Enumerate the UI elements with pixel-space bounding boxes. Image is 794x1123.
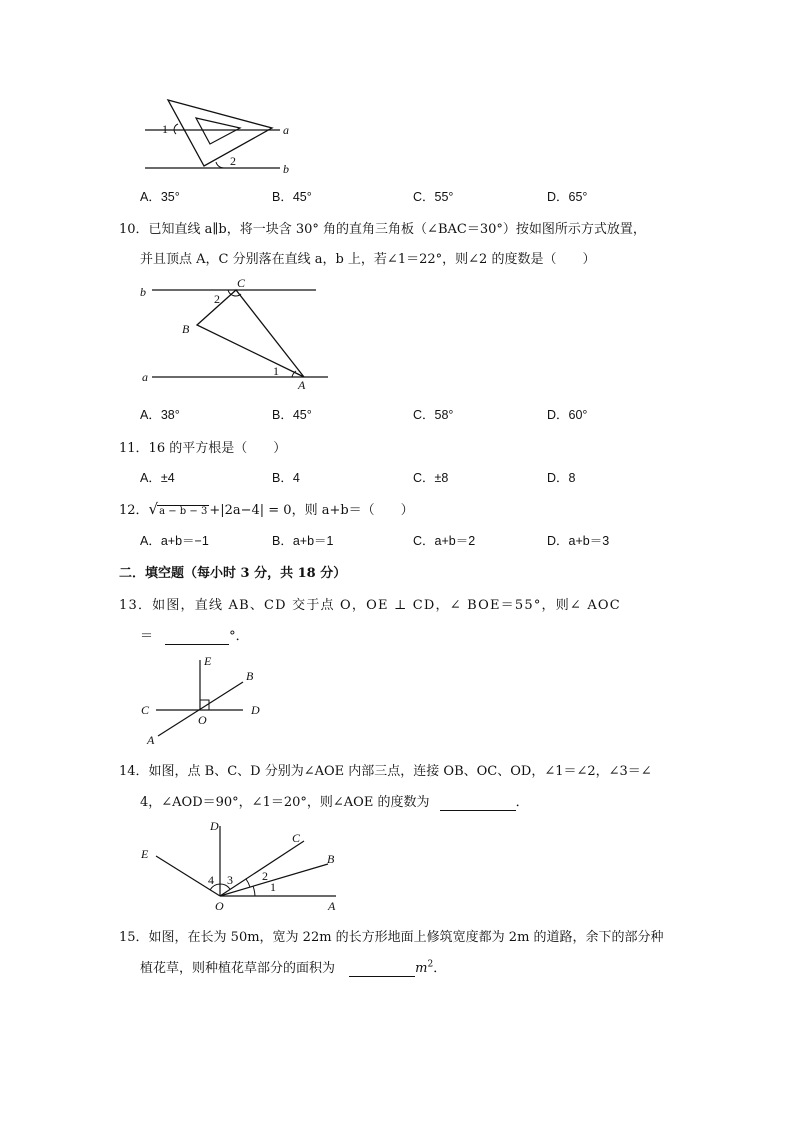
q10-angle1-label: 1 — [273, 364, 279, 378]
q10-option-d: D．60° — [547, 408, 588, 422]
q12-option-b: B．a+b＝1 — [272, 534, 334, 548]
q9-line-a-label: a — [283, 123, 289, 137]
q10-line2: 并且顶点 A，C 分别落在直线 a，b 上，若∠1＝22°，则∠2 的度数是（ ） — [140, 252, 596, 267]
q14-line2 — [140, 791, 529, 811]
q11-text: 11．16 的平方根是（ ） — [119, 441, 287, 456]
q10-A-label: A — [298, 378, 306, 392]
q14-line2-suffix: ． — [515, 795, 529, 810]
q12-text — [119, 499, 414, 518]
q13-answer-blank[interactable] — [165, 629, 229, 645]
q9-angle1-label: 1 — [162, 122, 168, 136]
q14-E-label: E — [141, 847, 149, 861]
q15-line1: 15．如图，在长为 50m，宽为 22m 的长方形地面上修筑宽度都为 2m 的道路，余下的部分种 — [119, 930, 664, 945]
q12-rest: +|2a−4| = 0，则 a+b＝（ ） — [209, 503, 414, 518]
q11-option-a: A．±4 — [140, 471, 175, 485]
q15-line2-prefix: 植花草，则种植花草部分的面积为 — [140, 961, 336, 976]
q10-option-a: A．38° — [140, 408, 180, 422]
section2-title: 二．填空题（每小时 3 分，共 18 分） — [119, 566, 347, 581]
q14-D-label: D — [210, 819, 219, 833]
q10-angle2-label: 2 — [214, 292, 220, 306]
sqrt-sign-icon: √ — [148, 500, 159, 518]
q13-line1: 13．如图，直线 AB、CD 交于点 O，OE ⊥ CD，∠ BOE＝55°，则∠ AOC — [119, 598, 621, 613]
q12-option-a: A．a+b＝−1 — [140, 534, 209, 548]
q15-line2 — [140, 957, 446, 977]
q9-angle2-label: 2 — [230, 154, 236, 168]
q10-option-b: B．45° — [272, 408, 312, 422]
q15-answer-blank[interactable] — [349, 961, 415, 977]
q14-figure — [138, 818, 348, 913]
q14-C-label: C — [292, 831, 301, 845]
q10-C-label: C — [237, 276, 246, 290]
q14-angle2-label: 2 — [262, 869, 268, 883]
q11-option-b: B．4 — [272, 471, 300, 485]
q13-line2-prefix: ＝ — [140, 629, 154, 644]
q13-O-label: O — [198, 713, 207, 727]
q9-figure — [140, 98, 300, 178]
q13-E-label: E — [204, 654, 212, 668]
q10-figure — [140, 276, 340, 392]
q14-A-label: A — [328, 899, 336, 913]
q15-unit: m — [415, 961, 428, 976]
q13-A-label: A — [147, 733, 155, 747]
q10-B-label: B — [182, 322, 190, 336]
q9-option-b: B．45° — [272, 190, 312, 204]
q14-B-label: B — [327, 852, 335, 866]
q12-radicand: a − b − 3 — [159, 506, 208, 517]
q12-option-d: D．a+b＝3 — [547, 534, 610, 548]
q13-line2 — [140, 625, 249, 645]
q13-figure — [138, 652, 268, 747]
q14-line2-prefix: 4，∠AOD＝90°，∠1＝20°，则∠AOE 的度数为 — [140, 795, 430, 810]
q10-a-label: a — [142, 370, 148, 384]
q14-angle1-label: 1 — [270, 880, 276, 894]
q9-line-b-label: b — [283, 162, 289, 176]
q14-O-label: O — [215, 899, 224, 913]
q13-D-label: D — [251, 703, 260, 717]
q15-unit-exponent: 2 — [427, 959, 434, 970]
q11-option-c: C．±8 — [413, 471, 449, 485]
q10-b-label: b — [140, 285, 146, 299]
q9-option-c: C．55° — [413, 190, 454, 204]
q14-line1: 14．如图，点 B、C、D 分别为∠AOE 内部三点，连接 OB、OC、OD，∠1＝∠2，∠3＝∠ — [119, 764, 652, 779]
q13-B-label: B — [246, 669, 254, 683]
q12-prefix: 12． — [119, 503, 149, 518]
q13-line2-suffix: °． — [229, 629, 249, 644]
q10-option-c: C．58° — [413, 408, 454, 422]
q11-option-d: D．8 — [547, 471, 576, 485]
q9-option-d: D．65° — [547, 190, 588, 204]
q13-C-label: C — [141, 703, 150, 717]
q15-line2-suffix: ． — [433, 961, 447, 976]
q9-option-a: A．35° — [140, 190, 180, 204]
q14-angle3-label: 3 — [227, 873, 233, 887]
q10-line1: 10．已知直线 a∥b，将一块含 30° 角的直角三角板（∠BAC＝30°）按如图所示方式放置， — [119, 222, 646, 237]
q12-option-c: C．a+b＝2 — [413, 534, 476, 548]
q14-angle4-label: 4 — [208, 873, 214, 887]
q14-answer-blank[interactable] — [440, 795, 516, 811]
